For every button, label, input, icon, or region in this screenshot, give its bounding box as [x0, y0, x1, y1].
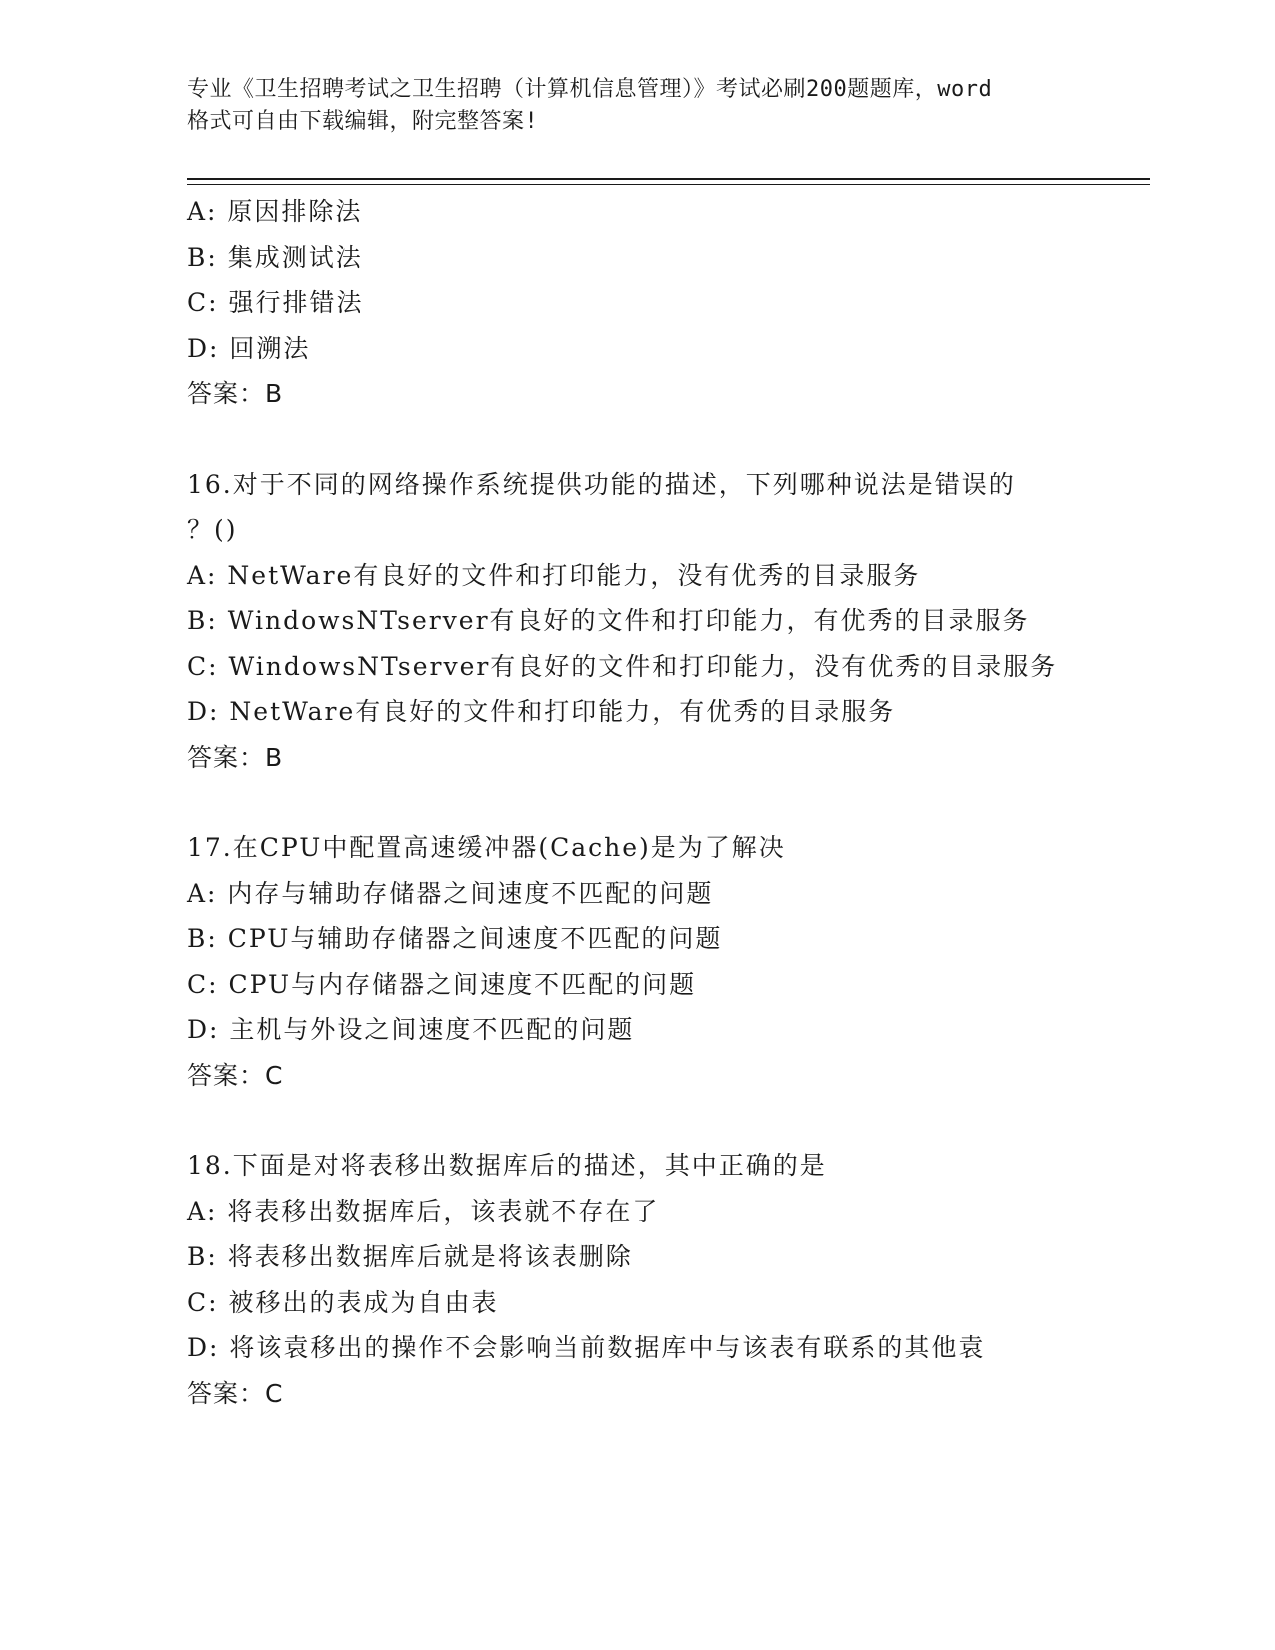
option-a: A: 内存与辅助存储器之间速度不匹配的问题 — [187, 878, 714, 908]
answer-line: 答案：C — [187, 1060, 284, 1090]
answer-line: 答案：B — [187, 379, 284, 408]
question-block-17 — [187, 825, 1107, 1098]
question-block-15 — [187, 189, 1107, 417]
document-header — [187, 74, 1087, 138]
question-stem: 18.下面是对将表移出数据库后的描述，其中正确的是 — [187, 1151, 827, 1180]
option-b: B: CPU与辅助存储器之间速度不匹配的问题 — [187, 924, 723, 953]
option-d: D: NetWare有良好的文件和打印能力，有优秀的目录服务 — [187, 697, 896, 726]
option-a: A: NetWare有良好的文件和打印能力，没有优秀的目录服务 — [187, 560, 921, 590]
option-b: B: 将表移出数据库后就是将该表删除 — [187, 1242, 633, 1271]
header-line-2: 格式可自由下载编辑，附完整答案! — [187, 109, 539, 134]
option-c: C: 强行排错法 — [187, 288, 364, 317]
option-d: D: 主机与外设之间速度不匹配的问题 — [187, 1015, 635, 1044]
option-a: A: 原因排除法 — [187, 197, 363, 226]
option-c: C: CPU与内存储器之间速度不匹配的问题 — [187, 969, 697, 999]
question-stem: 16.对于不同的网络操作系统提供功能的描述，下列哪种说法是错误的 — [187, 469, 1016, 499]
question-list — [187, 189, 1107, 1416]
header-divider — [187, 178, 1150, 185]
option-c: C: WindowsNTserver有良好的文件和打印能力，没有优秀的目录服务 — [187, 651, 1058, 681]
question-block-16 — [187, 462, 1107, 781]
question-block-18 — [187, 1143, 1107, 1416]
option-d: D: 将该袁移出的操作不会影响当前数据库中与该表有联系的其他袁 — [187, 1333, 986, 1362]
option-c: C: 被移出的表成为自由表 — [187, 1287, 499, 1317]
header-line-1: 专业《卫生招聘考试之卫生招聘（计算机信息管理）》考试必刷200题题库，word — [187, 77, 993, 102]
option-b: B: 集成测试法 — [187, 242, 363, 272]
option-d: D: 回溯法 — [187, 333, 311, 363]
question-stem: 17.在CPU中配置高速缓冲器(Cache)是为了解决 — [187, 833, 786, 862]
question-stem-continued: ？() — [187, 515, 238, 544]
answer-line: 答案：B — [187, 742, 284, 772]
answer-line: 答案：C — [187, 1378, 284, 1408]
option-b: B: WindowsNTserver有良好的文件和打印能力，有优秀的目录服务 — [187, 606, 1030, 635]
option-a: A: 将表移出数据库后，该表就不存在了 — [187, 1196, 660, 1226]
